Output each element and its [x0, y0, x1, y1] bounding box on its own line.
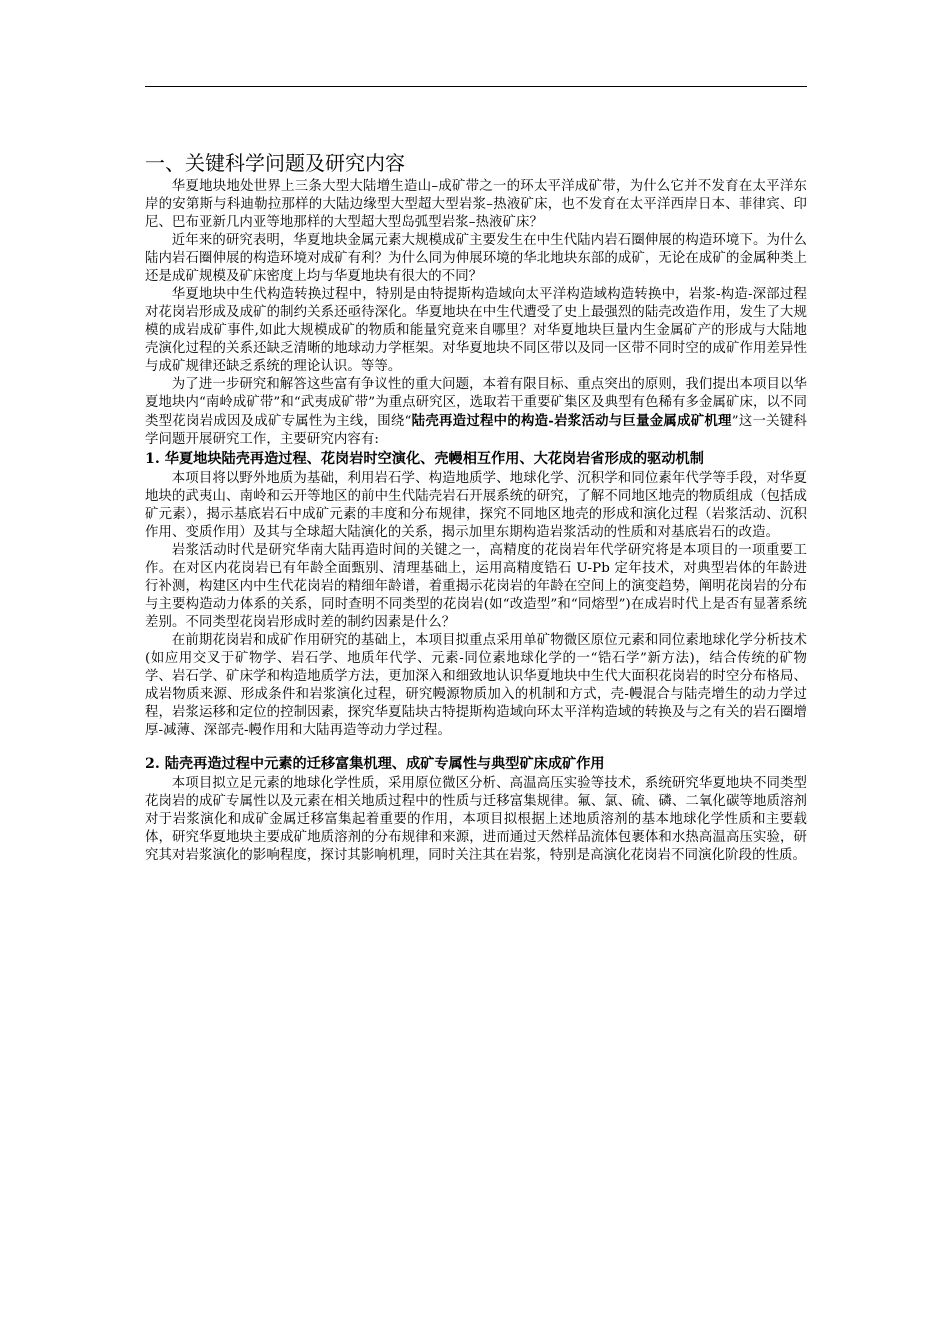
focus-text-after: ”这一关键科学问题开展研究工作，主要研究内容有:: [145, 414, 807, 447]
key-scientific-question: 陆壳再造过程中的构造-岩浆活动与巨量金属成矿机理: [411, 413, 732, 429]
topic-1-paragraph-3: 在前期花岗岩和成矿作用研究的基础上，本项目拟重点采用单矿物微区原位元素和同位素地球化学分析技术(如应用交叉于矿物学、岩石学、地质年代学、元素-同位素地球化学的一“锆石学”新方法)，结合传统的矿物学、岩石学、矿床学和构造地质学方法，更加深入和细致地认识华夏地块中生代大面积花岗岩的时空分布格局、成岩物质来源、形成条件和岩浆演化过程，研究幔源物质加入的机制和方式，壳-幔混合与陆壳增生的动力学过程，岩浆运移和定位的控制因素，探究华夏陆块古特提斯构造域向环太平洋构造域的转换及与之有关的岩石圈增厚-减薄、深部壳-幔作用和大陆再造等动力学过程。: [145, 633, 807, 738]
topic-1-heading: 1. 华夏地块陆壳再造过程、花岗岩时空演化、壳幔相互作用、大花岗岩省形成的驱动机制: [145, 451, 704, 467]
document-body: [145, 150, 807, 865]
intro-paragraph-1: 华夏地块地处世界上三条大型大陆增生造山–成矿带之一的环太平洋成矿带，为什么它并不发育在太平洋东岸的安第斯与科迪勒拉那样的大陆边缘型大型超大型岩浆–热液矿床，也不发育在太平洋西岸日本、菲律宾、印尼、巴布亚新几内亚等地那样的大型超大型岛弧型岩浆–热液矿床？: [145, 179, 807, 230]
intro-paragraph-3: 华夏地块中生代构造转换过程中，特别是由特提斯构造域向太平洋构造域构造转换中，岩浆-构造-深部过程对花岗岩形成及成矿的制约关系还亟待深化。华夏地块在中生代遭受了史上最强烈的陆壳改造作用，发生了大规模的成岩成矿事件,如此大规模成矿的物质和能量究竟来自哪里？对华夏地块巨量内生金属矿产的形成与大陆地壳演化过程的关系还缺乏清晰的地球动力学框架。对华夏地块不同区带以及同一区带不同时空的成矿作用差异性与成矿规律还缺乏系统的理论认识。等等。: [145, 287, 807, 374]
topic-1-paragraph-1: 本项目将以野外地质为基础，利用岩石学、构造地质学、地球化学、沉积学和同位素年代学等手段，对华夏地块的武夷山、南岭和云开等地区的前中生代陆壳岩石开展系统的研究，了解不同地区地壳的物质组成（包括成矿元素），揭示基底岩石中成矿元素的丰度和分布规律，探究不同地区地壳的形成和演化过程（岩浆活动、沉积作用、变质作用）及其与全球超大陆演化的关系，揭示加里东期构造岩浆活动的性质和对基底岩石的改造。: [145, 471, 807, 540]
intro-paragraph-2: 近年来的研究表明，华夏地块金属元素大规模成矿主要发生在中生代陆内岩石圈伸展的构造环境下。为什么陆内岩石圈伸展的构造环境对成矿有利？为什么同为伸展环境的华北地块东部的成矿，无论在成矿的金属种类上还是成矿规模及矿床密度上均与华夏地块有很大的不同？: [145, 233, 807, 284]
header-rule: [145, 86, 807, 87]
section-title: 一、关键科学问题及研究内容: [145, 151, 405, 175]
topic-2-heading: 2. 陆壳再造过程中元素的迁移富集机理、成矿专属性与典型矿床成矿作用: [145, 756, 605, 772]
topic-2-paragraph-1: 本项目拟立足元素的地球化学性质，采用原位微区分析、高温高压实验等技术，系统研究华夏地块不同类型花岗岩的成矿专属性以及元素在相关地质过程中的性质与迁移富集规律。氟、氯、硫、磷、二氧化碳等地质溶剂对于岩浆演化和成矿金属迁移富集起着重要的作用，本项目拟根据上述地质溶剂的基本地球化学性质和主要载体，研究华夏地块主要成矿地质溶剂的分布规律和来源，进而通过天然样品流体包裹体和水热高温高压实验，研究其对岩浆演化的影响程度，探讨其影响机理，同时关注其在岩浆，特别是高演化花岗岩不同演化阶段的性质。: [145, 776, 807, 863]
focus-paragraph: [145, 376, 807, 449]
focus-text-before: 为了进一步研究和解答这些富有争议性的重大问题，本着有限目标、重点突出的原则，我们提出本项目以华夏地块内“南岭成矿带”和“武夷成矿带”为重点研究区，选取若干重要矿集区及典型有色稀有多金属矿床，以不同类型花岗岩成因及成矿专属性为主线，围绕“: [145, 377, 807, 429]
topic-1-paragraph-2: 岩浆活动时代是研究华南大陆再造时间的关键之一，高精度的花岗岩年代学研究将是本项目的一项重要工作。在对区内花岗岩已有年龄全面甄别、清理基础上，运用高精度锆石 U-Pb 定年技术，对典型岩体的年龄进行补测，构建区内中生代花岗岩的精细年龄谱，着重揭示花岗岩的年龄在空间上的演变趋势，阐明花岗岩的分布与主要构造动力体系的关系，同时查明不同类型的花岗岩(如“改造型”和“同熔型”)在成岩时代上是否有显著系统差别。不同类型花岗岩形成时差的制约因素是什么？: [145, 543, 807, 630]
